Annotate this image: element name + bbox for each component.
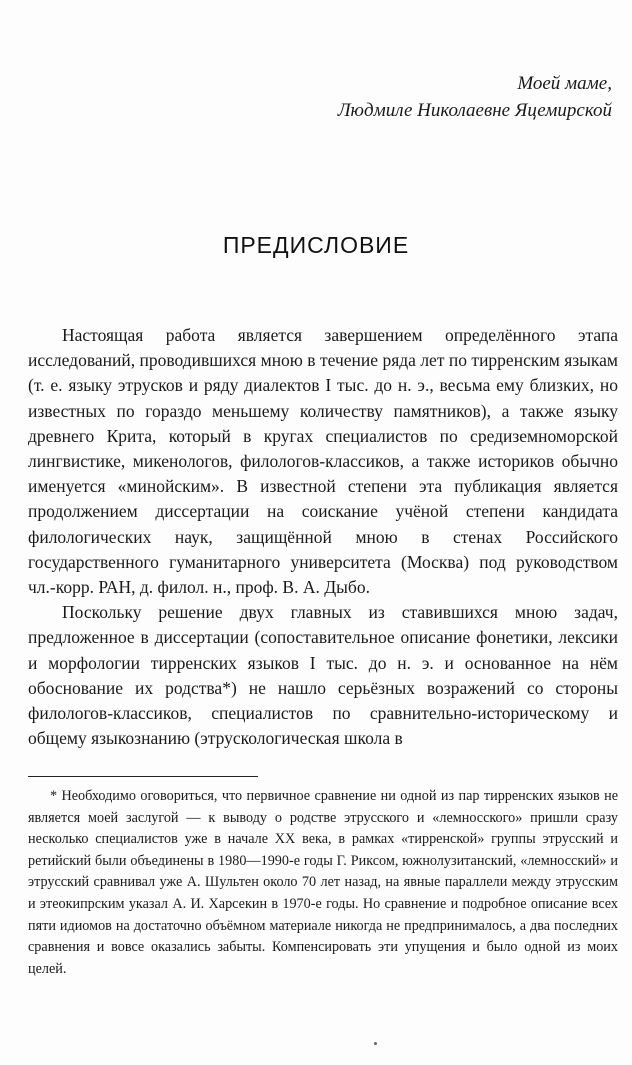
dedication: [338, 70, 612, 124]
body-text: [28, 323, 618, 751]
print-speck: [374, 1042, 377, 1045]
footnote-divider: [28, 776, 258, 777]
paragraph-2: Поскольку решение двух главных из ставившихся мною задач, предложенное в диссертации (сопоставительное описание фонетики, лексики и морфологии тирренских языков I тыс. до н. э. и основанное на нём обоснование их родства*) не нашло серьёзных возражений со стороны филологов-классиков, специалистов по сравнительно-историческому и общему языкознанию (этрускологическая школа в: [28, 602, 618, 749]
paragraph-1: Настоящая работа является завершением определённого этапа исследований, проводившихся мною в течение ряда лет по тирренским языкам (т. е. языку этрусков и ряду диалектов I тыс. до н. э., весьма ему близких, но известных по гораздо меньшему количеству памятников), а также языку древнего Крита, который в кругах специалистов по средиземноморской лингвистике, микенологов, филологов-классиков, а также историков обычно именуется «минойским». В известной степени эта публикация является продолжением диссертации на соискание учёной степени кандидата филологических наук, защищённой мною в стенах Российского государственного гуманитарного университета (Москва) под руководством чл.-корр. РАН, д. филол. н., проф. В. А. Дыбо.: [28, 325, 618, 598]
chapter-heading: ПРЕДИСЛОВИЕ: [222, 232, 410, 258]
footnote: * Необходимо оговориться, что первичное сравнение ни одной из пар тирренских языков не является моей заслугой — к выводу о родстве этрусского и «лемносского» пришли сразу несколько специалистов уже в начале XX века, в рамках «тирренской» группы этрусский и ретийский были объединены в 1980—1990-е годы Г. Риксом, южнолузитанский, «лемносский» и этрусский сравнивал уже А. Шультен около 70 лет назад, на явные параллели между этрусским и этеокипрским указал А. И. Харсекин в 1970-е годы. Но сравнение и подробное описание всех пяти идиомов на достаточно объёмном материале никогда не предпринималось, а два последних сравнения и вовсе оказались забыты. Компенсировать эти упущения и было одной из моих целей.: [28, 788, 618, 977]
dedication-line-2: Людмиле Николаевне Яцемирской: [337, 100, 612, 121]
dedication-line-1: Моей маме,: [517, 73, 612, 94]
